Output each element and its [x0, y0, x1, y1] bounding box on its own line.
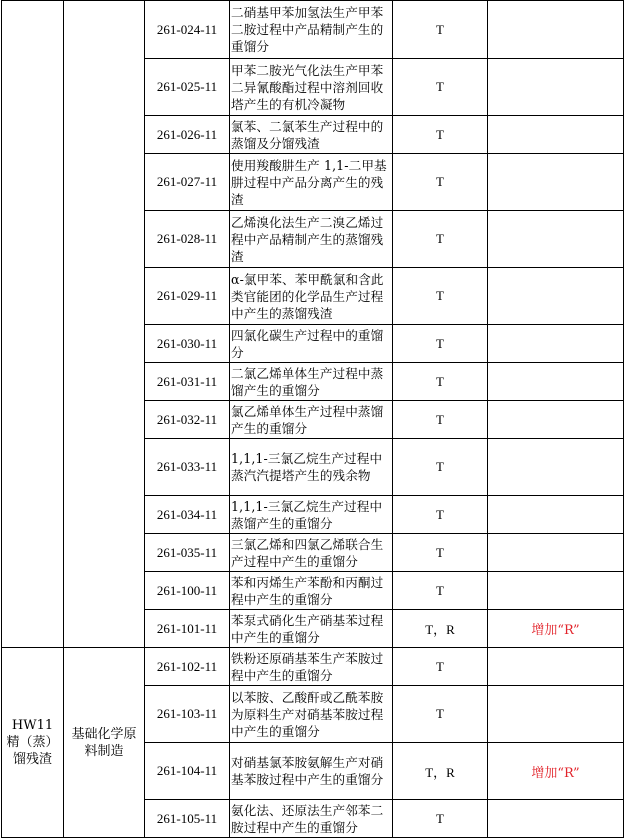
hazard-feature: T: [393, 325, 488, 363]
change-note: [488, 800, 624, 838]
hazard-feature: T: [393, 686, 488, 743]
change-note: [488, 648, 624, 686]
waste-code: 261-029-11: [145, 268, 230, 325]
change-note: [488, 59, 624, 116]
table-row: [2, 648, 624, 686]
waste-code: 261-103-11: [145, 686, 230, 743]
hazard-feature: T: [393, 211, 488, 268]
waste-description: 氯乙烯单体生产过程中蒸馏产生的重馏分: [230, 401, 393, 439]
waste-code: 261-034-11: [145, 496, 230, 534]
change-note: [488, 268, 624, 325]
change-note: [488, 1, 624, 59]
change-note: [488, 211, 624, 268]
change-note: [488, 686, 624, 743]
change-note: [488, 154, 624, 211]
waste-code: 261-030-11: [145, 325, 230, 363]
change-note: 增加“R”: [488, 610, 624, 648]
waste-code: 261-024-11: [145, 1, 230, 59]
change-note: [488, 401, 624, 439]
table-row: [2, 1, 624, 59]
waste-description: 乙烯溴化法生产二溴乙烯过程中产品精制产生的蒸馏残渣: [230, 211, 393, 268]
change-note: 增加“R”: [488, 743, 624, 800]
waste-table-body: [2, 1, 624, 838]
waste-description: α-氯甲苯、苯甲酰氯和含此类官能团的化学品生产过程中产生的蒸馏残渣: [230, 268, 393, 325]
waste-description: 二氯乙烯单体生产过程中蒸馏产生的重馏分: [230, 363, 393, 401]
hazard-feature: T: [393, 1, 488, 59]
change-note: [488, 363, 624, 401]
category-name: 精（蒸）馏残渣: [6, 735, 59, 767]
hazard-feature: T: [393, 572, 488, 610]
waste-code: 261-102-11: [145, 648, 230, 686]
change-note: [488, 325, 624, 363]
waste-description: 二硝基甲苯加氢法生产甲苯二胺过程中产品精制产生的重馏分: [230, 1, 393, 59]
hazard-feature: T: [393, 154, 488, 211]
waste-code: 261-027-11: [145, 154, 230, 211]
waste-description: 使用羧酸肼生产 1,1-二甲基肼过程中产品分离产生的残渣: [230, 154, 393, 211]
waste-code: 261-105-11: [145, 800, 230, 838]
hazard-feature: T: [393, 648, 488, 686]
waste-code: 261-033-11: [145, 439, 230, 496]
hazard-feature: T: [393, 439, 488, 496]
waste-description: 氨化法、还原法生产邻苯二胺过程中产生的重馏分: [230, 800, 393, 838]
waste-code: 261-026-11: [145, 116, 230, 154]
hazard-feature: T: [393, 401, 488, 439]
hazard-feature: T: [393, 116, 488, 154]
hazard-feature: T: [393, 59, 488, 116]
industry-cell-top: [64, 1, 145, 648]
category-code: HW11: [11, 718, 54, 733]
hazard-feature: T，R: [393, 610, 488, 648]
waste-code: 261-025-11: [145, 59, 230, 116]
hazard-feature: T: [393, 534, 488, 572]
category-cell: [2, 648, 64, 838]
hazard-feature: T: [393, 268, 488, 325]
waste-code: 261-028-11: [145, 211, 230, 268]
change-note: [488, 496, 624, 534]
change-note: [488, 534, 624, 572]
waste-code: 261-101-11: [145, 610, 230, 648]
waste-description: 氯苯、二氯苯生产过程中的蒸馏及分馏残渣: [230, 116, 393, 154]
hazard-feature: T，R: [393, 743, 488, 800]
hazard-feature: T: [393, 363, 488, 401]
waste-description: 铁粉还原硝基苯生产苯胺过程中产生的重馏分: [230, 648, 393, 686]
waste-table: [1, 0, 624, 838]
waste-description: 甲苯二胺光气化法生产甲苯二异氰酸酯过程中溶剂回收塔产生的有机冷凝物: [230, 59, 393, 116]
waste-description: 四氯化碳生产过程中的重馏分: [230, 325, 393, 363]
waste-code: 261-031-11: [145, 363, 230, 401]
waste-description: 三氯乙烯和四氯乙烯联合生产过程中产生的重馏分: [230, 534, 393, 572]
change-note: [488, 572, 624, 610]
waste-description: 1,1,1-三氯乙烷生产过程中蒸馏产生的重馏分: [230, 496, 393, 534]
change-note: [488, 439, 624, 496]
waste-description: 1,1,1-三氯乙烷生产过程中蒸汽汽提塔产生的残余物: [230, 439, 393, 496]
hazard-feature: T: [393, 800, 488, 838]
waste-description: 苯泵式硝化生产硝基苯过程中产生的重馏分: [230, 610, 393, 648]
category-cell-top: [2, 1, 64, 648]
waste-description: 对硝基氯苯胺氨解生产对硝基苯胺过程中产生的重馏分: [230, 743, 393, 800]
waste-description: 苯和丙烯生产苯酚和丙酮过程中产生的重馏分: [230, 572, 393, 610]
waste-code: 261-035-11: [145, 534, 230, 572]
hazard-feature: T: [393, 496, 488, 534]
change-note: [488, 116, 624, 154]
waste-code: 261-104-11: [145, 743, 230, 800]
industry-cell: 基础化学原料制造: [64, 648, 145, 838]
waste-code: 261-032-11: [145, 401, 230, 439]
waste-code: 261-100-11: [145, 572, 230, 610]
waste-description: 以苯胺、乙酸酐或乙酰苯胺为原料生产对硝基苯胺过程中产生的重馏分: [230, 686, 393, 743]
